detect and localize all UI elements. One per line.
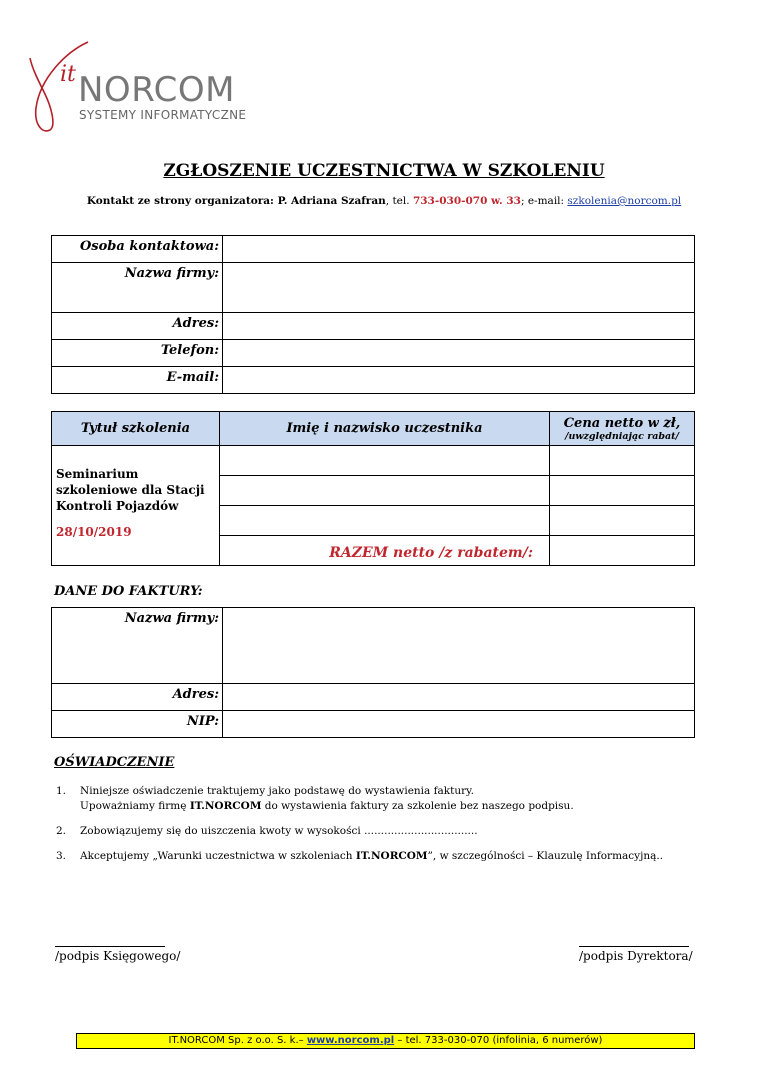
participant-field-2[interactable] <box>220 476 550 506</box>
header-participant-name: Imię i nazwisko uczestnika <box>220 412 550 446</box>
invoice-label-nip: NIP: <box>52 711 223 738</box>
logo-subtitle: SYSTEMY INFORMATYCZNE <box>79 108 247 122</box>
declaration-text-3-part2: ”, w szczególności – Klauzulę Informacyjną.. <box>427 850 664 862</box>
contact-table <box>51 235 695 394</box>
contact-tel: 733-030-070 w. 33 <box>412 195 521 207</box>
declaration-item-2 <box>56 824 663 839</box>
total-price-field[interactable] <box>550 536 695 566</box>
header-price-note: /uwzględniając rabat/ <box>564 430 680 442</box>
field-phone[interactable] <box>223 340 695 367</box>
field-company-name[interactable] <box>223 263 695 313</box>
declaration-heading: OŚWIADCZENIE <box>54 755 175 770</box>
signature-line-right <box>579 946 689 947</box>
footer-suffix: – tel. 733-030-070 (infolinia, 6 numerów) <box>394 1035 603 1046</box>
label-phone: Telefon: <box>52 340 223 367</box>
invoice-label-address: Adres: <box>52 684 223 711</box>
invoice-field-address[interactable] <box>223 684 695 711</box>
contact-email-label: ; e-mail: <box>520 195 568 207</box>
footer-bar <box>76 1033 695 1049</box>
label-address: Adres: <box>52 313 223 340</box>
total-label: RAZEM netto /z rabatem/: <box>220 536 550 566</box>
label-contact-person: Osoba kontaktowa: <box>52 236 223 263</box>
declaration-text-1b-part1: Upoważniamy firmę <box>80 800 190 812</box>
field-email[interactable] <box>223 367 695 394</box>
contact-prefix: Kontakt ze strony organizatora: P. Adriana Szafran <box>86 195 386 207</box>
course-name: Seminarium szkoleniowe dla Stacji Kontroli Pojazdów <box>56 467 205 513</box>
price-field-3[interactable] <box>550 506 695 536</box>
signature-accountant: /podpis Księgowego/ <box>55 949 181 963</box>
contact-email-link[interactable]: szkolenia@norcom.pl <box>567 195 682 207</box>
logo-it-text: it <box>60 62 76 87</box>
price-field-2[interactable] <box>550 476 695 506</box>
contact-line <box>0 195 768 207</box>
header-price <box>550 412 695 446</box>
signature-line-left <box>55 946 165 947</box>
signature-director: /podpis Dyrektora/ <box>579 949 693 963</box>
invoice-label-company: Nazwa firmy: <box>52 608 223 684</box>
price-field-1[interactable] <box>550 446 695 476</box>
label-company-name: Nazwa firmy: <box>52 263 223 313</box>
footer-prefix: IT.NORCOM Sp. z o.o. S. k.– <box>168 1035 307 1046</box>
declaration-text-2: Zobowiązujemy się do uiszczenia kwoty w wysokości .................................. <box>80 825 478 837</box>
logo-name: NORCOM <box>78 70 235 110</box>
invoice-field-nip[interactable] <box>223 711 695 738</box>
course-date: 28/10/2019 <box>56 525 132 539</box>
declaration-num-3: 3. <box>56 850 67 862</box>
page-title: ZGŁOSZENIE UCZESTNICTWA W SZKOLENIU <box>163 161 605 181</box>
declaration-text-1a: Niniejsze oświadczenie traktujemy jako podstawę do wystawienia faktury. <box>80 785 475 797</box>
declaration-text-3-company: IT.NORCOM <box>355 850 428 862</box>
declaration-item-1 <box>56 784 663 814</box>
declaration-text-3 <box>80 849 663 864</box>
declaration-text-3-part1: Akceptujemy „Warunki uczestnictwa w szkoleniach <box>80 850 356 862</box>
declaration-text-1b <box>80 799 663 814</box>
participant-field-1[interactable] <box>220 446 550 476</box>
course-table <box>51 411 695 566</box>
declaration-item-3 <box>56 849 663 864</box>
header-price-label: Cena netto w zł, <box>563 415 681 431</box>
declaration-list <box>56 784 663 874</box>
label-email: E-mail: <box>52 367 223 394</box>
contact-tel-label: , tel. <box>385 195 413 207</box>
field-contact-person[interactable] <box>223 236 695 263</box>
header-course-title: Tytuł szkolenia <box>52 412 220 446</box>
course-cell <box>52 446 220 566</box>
field-address[interactable] <box>223 313 695 340</box>
declaration-text-1b-company: IT.NORCOM <box>189 800 262 812</box>
participant-field-3[interactable] <box>220 506 550 536</box>
declaration-num-2: 2. <box>56 825 67 837</box>
invoice-table <box>51 607 695 738</box>
invoice-heading: DANE DO FAKTURY: <box>54 584 203 599</box>
declaration-text-1b-part2: do wystawienia faktury za szkolenie bez naszego podpisu. <box>261 800 574 812</box>
invoice-field-company[interactable] <box>223 608 695 684</box>
footer-website-link[interactable]: www.norcom.pl <box>306 1035 395 1046</box>
declaration-num-1: 1. <box>56 785 67 797</box>
